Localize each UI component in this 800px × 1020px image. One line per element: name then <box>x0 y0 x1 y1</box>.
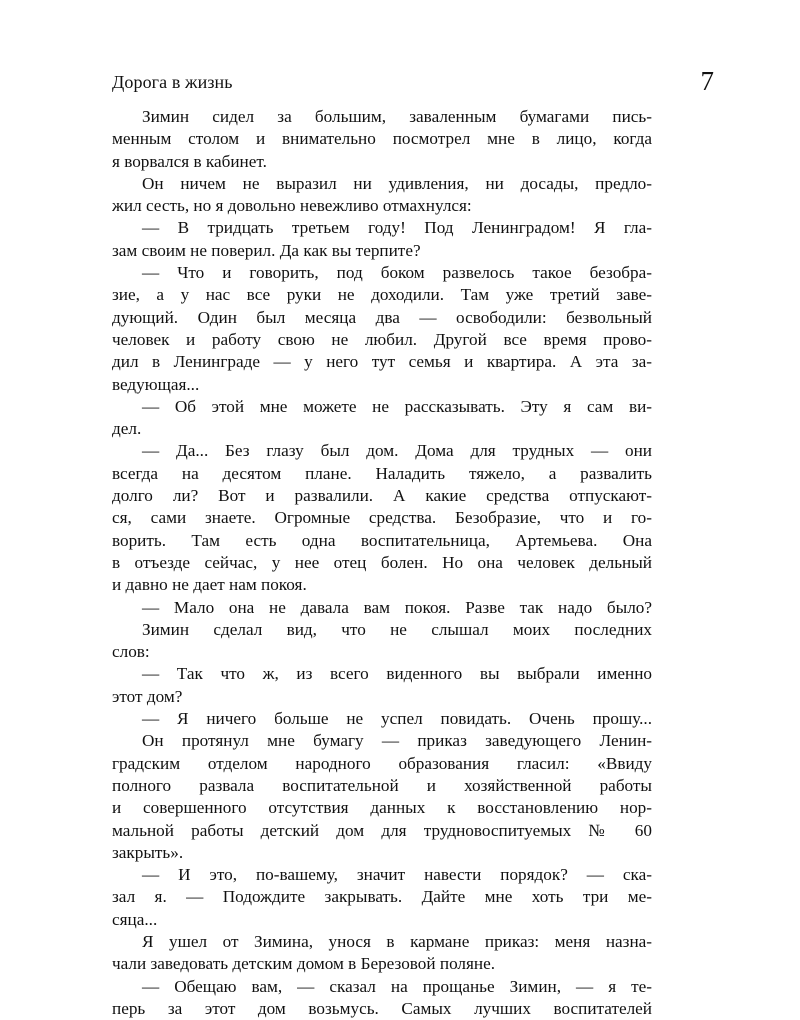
text-line: жил сесть, но я довольно невежливо отмахнулся: <box>112 196 472 216</box>
page-number: 7 <box>700 66 714 96</box>
text-line: долго ли? Вот и развалили. А какие средства отпускают- <box>112 486 652 506</box>
text-line: менным столом и внимательно посмотрел мне в лицо, когда <box>112 129 652 149</box>
text-line: слов: <box>112 642 150 662</box>
text-line: и давно не дает нам покоя. <box>112 575 307 595</box>
text-line: — Да... Без глазу был дом. Дома для трудных — они <box>142 441 652 461</box>
text-line: чали заведовать детским домом в Березовой поляне. <box>112 954 496 974</box>
text-line: перь за этот дом возьмусь. Самых лучших воспитателей <box>112 998 652 1018</box>
text-line: Он ничем не выразил ни удивления, ни досады, предло- <box>142 173 652 193</box>
text-line: Он протянул мне бумагу — приказ заведующего Ленин- <box>142 731 652 751</box>
text-line: всегда на десятом плане. Наладить тяжело, а развалить <box>112 463 652 483</box>
text-line: Зимин сделал вид, что не слышал моих последних <box>142 619 652 639</box>
text-line: — И это, по-вашему, значит навести порядок? — ска- <box>142 865 652 885</box>
text-line: — Что и говорить, под боком развелось такое безобра- <box>142 263 652 283</box>
text-line: — Мало она не давала вам покоя. Разве так надо было? <box>142 597 652 617</box>
text-line: Зимин сидел за большим, заваленным бумагами пись- <box>142 107 652 126</box>
text-line: — Так что ж, из всего виденного вы выбрали именно <box>142 664 652 684</box>
text-line: сяца... <box>112 909 158 929</box>
text-line: человек и работу свою не любил. Другой все время прово- <box>112 329 652 349</box>
text-line: ся, сами знаете. Огромные средства. Безобразие, что и го- <box>112 508 652 528</box>
text-line: — Я ничего больше не успел повидать. Очень прошу... <box>142 709 652 729</box>
body-text <box>112 106 652 1020</box>
text-line: ведующая... <box>112 374 200 394</box>
text-line: — Об этой мне можете не рассказывать. Эту я сам ви- <box>142 396 652 416</box>
text-line: зал я. — Подождите закрывать. Дайте мне хоть три ме- <box>112 887 652 907</box>
text-line: зам своим не поверил. Да как вы терпите? <box>112 240 421 260</box>
text-line: я ворвался в кабинет. <box>112 151 267 171</box>
running-title: Дорога в жизнь <box>112 72 233 92</box>
text-line: — В тридцать третьем году! Под Ленинградом! Я гла- <box>142 218 652 238</box>
text-line: и совершенного отсутствия данных к восстановлению нор- <box>112 798 652 818</box>
text-line: дел. <box>112 419 142 439</box>
text-line: градским отделом народного образования гласил: «Ввиду <box>112 753 652 773</box>
text-line: дил в Ленинграде — у него тут семья и квартира. А эта за- <box>112 352 652 372</box>
text-line: дующий. Один был месяца два — освободили: безвольный <box>112 307 652 327</box>
text-line: Я ушел от Зимина, унося в кармане приказ: меня назна- <box>142 931 652 951</box>
text-line: зие, а у нас все руки не доходили. Там уже третий заве- <box>112 285 652 305</box>
text-line: полного развала воспитательной и хозяйственной работы <box>112 775 652 795</box>
text-line: ворить. Там есть одна воспитательница, Артемьева. Она <box>112 530 652 550</box>
text-line: — Обещаю вам, — сказал на прощанье Зимин, — я те- <box>142 976 652 996</box>
text-line: этот дом? <box>112 686 183 706</box>
text-line: закрыть». <box>112 842 184 862</box>
text-line: в отъезде сейчас, у нее отец болен. Но она человек дельный <box>112 552 652 572</box>
text-line: мальной работы детский дом для трудновоспитуемых № 60 <box>112 820 652 840</box>
